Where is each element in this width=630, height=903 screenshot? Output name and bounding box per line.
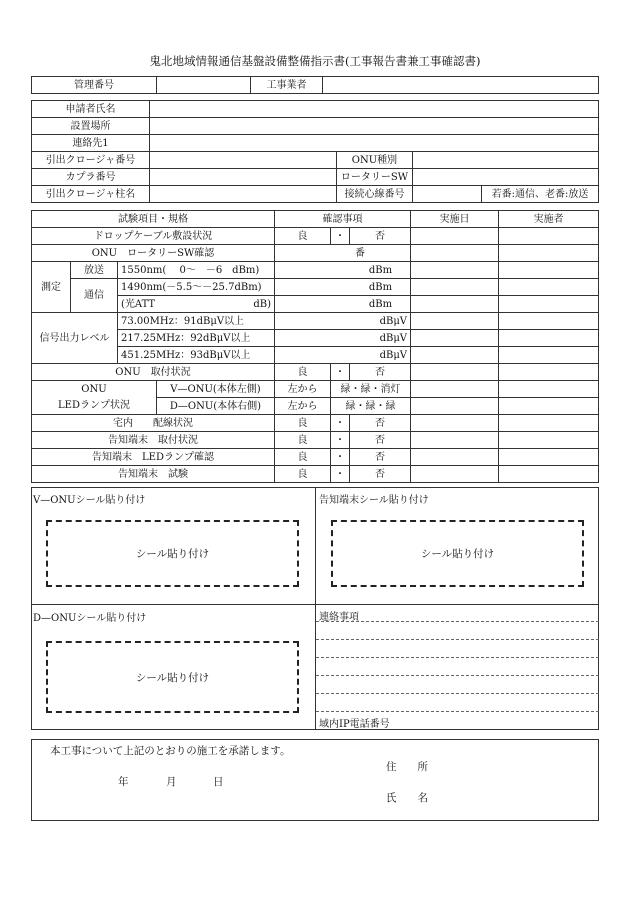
contact-label: 連絡先1 — [32, 135, 150, 152]
person-cell[interactable] — [499, 245, 599, 262]
rotary-sw-label: ロータリーSW — [337, 169, 413, 186]
notice-test-label: 告知端末 試験 — [32, 466, 275, 483]
closure-no-field[interactable] — [150, 152, 337, 169]
signal-level-label: 信号出力レベル — [32, 313, 118, 364]
person-cell[interactable] — [499, 347, 599, 364]
notice-led-label: 告知端末 LEDランプ確認 — [32, 449, 275, 466]
person-cell[interactable] — [499, 228, 599, 245]
good-option[interactable]: 良 — [275, 449, 331, 466]
person-cell[interactable] — [499, 415, 599, 432]
att-dbm-field[interactable]: dBm — [275, 296, 411, 313]
date-cell[interactable] — [411, 228, 499, 245]
signal-1-field[interactable]: dBμV — [275, 313, 411, 330]
good-option[interactable]: 良 — [275, 432, 331, 449]
comm-spec: 1490nm(－5.5～－25.7dBm) — [118, 279, 275, 296]
closure-no-label: 引出クロージャ番号 — [32, 152, 150, 169]
note-line[interactable] — [316, 639, 599, 640]
month-label: 月 — [166, 776, 177, 788]
mgmt-no-label: 管理番号 — [32, 77, 157, 94]
signer-name-label: 氏 名 — [386, 792, 428, 804]
note-line[interactable] — [316, 675, 599, 676]
applicant-name-label: 申請者氏名 — [32, 101, 150, 118]
person-cell[interactable] — [499, 330, 599, 347]
date-cell[interactable] — [411, 381, 499, 398]
separator-dot: ・ — [331, 415, 350, 432]
date-cell[interactable] — [411, 296, 499, 313]
date-cell[interactable] — [411, 245, 499, 262]
date-cell[interactable] — [411, 415, 499, 432]
contact-field[interactable] — [150, 135, 599, 152]
core-no-field[interactable] — [413, 186, 482, 203]
separator-dot: ・ — [331, 228, 350, 245]
note-line[interactable] — [316, 621, 599, 622]
v-led-pattern: 緑・緑・消灯 — [331, 381, 411, 398]
signal-spec-2: 217.25MHz：92dBμV以上 — [118, 330, 275, 347]
note-line[interactable] — [316, 711, 599, 712]
header-table — [31, 76, 599, 94]
onu-type-label: ONU種別 — [337, 152, 413, 169]
year-label: 年 — [118, 776, 129, 788]
applicant-table — [31, 100, 599, 203]
coupler-no-label: カプラ番号 — [32, 169, 150, 186]
check-header: 確認事項 — [275, 211, 411, 228]
mgmt-no-field[interactable] — [157, 77, 251, 94]
date-cell[interactable] — [411, 398, 499, 415]
approval-statement: 本工事について上記のとおりの施工を承諾します。 — [50, 745, 291, 757]
d-onu-label: D—ONU(本体右側) — [157, 398, 275, 415]
measure-label: 測定 — [32, 262, 71, 313]
onu-mount-label: ONU 取付状況 — [32, 364, 275, 381]
good-option[interactable]: 良 — [275, 228, 331, 245]
broadcast-label: 放送 — [71, 262, 118, 279]
date-cell[interactable] — [411, 449, 499, 466]
separator-dot: ・ — [331, 449, 350, 466]
v-onu-seal-label: V—ONUシール貼り付け — [33, 495, 146, 506]
ip-phone-label: 域内IP電話番号 — [319, 719, 390, 730]
separator-dot: ・ — [331, 364, 350, 381]
contractor-field[interactable] — [323, 77, 599, 94]
onu-led-label — [32, 381, 157, 415]
date-header: 実施日 — [411, 211, 499, 228]
good-option[interactable]: 良 — [275, 364, 331, 381]
core-note: 若番:通信、老番:放送 — [482, 186, 599, 203]
bad-option[interactable]: 否 — [350, 228, 411, 245]
optical-att-field[interactable] — [118, 296, 275, 313]
coupler-no-field[interactable] — [150, 169, 337, 186]
contact-items-label: 連絡事項 — [319, 612, 359, 623]
date-cell[interactable] — [411, 262, 499, 279]
bad-option[interactable]: 否 — [350, 364, 411, 381]
person-cell[interactable] — [499, 466, 599, 483]
broadcast-dbm-field[interactable]: dBm — [275, 262, 411, 279]
person-cell[interactable] — [499, 296, 599, 313]
onu-rotary-label: ONU ロータリーSW確認 — [32, 245, 275, 262]
notice-seal-box: シール貼り付け — [331, 520, 584, 587]
bad-option[interactable]: 否 — [350, 449, 411, 466]
location-label: 設置場所 — [32, 118, 150, 135]
date-cell[interactable] — [411, 466, 499, 483]
date-cell[interactable] — [411, 279, 499, 296]
person-cell[interactable] — [499, 381, 599, 398]
comm-label: 通信 — [71, 279, 118, 313]
person-cell[interactable] — [499, 398, 599, 415]
notice-mount-label: 告知端末 取付状況 — [32, 432, 275, 449]
date-cell[interactable] — [411, 347, 499, 364]
note-line[interactable] — [316, 693, 599, 694]
d-onu-seal-box: シール貼り付け — [46, 641, 299, 713]
signal-3-field[interactable]: dBμV — [275, 347, 411, 364]
bad-option[interactable]: 否 — [350, 415, 411, 432]
person-cell[interactable] — [499, 279, 599, 296]
signal-2-field[interactable]: dBμV — [275, 330, 411, 347]
rotary-no-field[interactable]: 番 — [275, 245, 411, 262]
core-no-label: 接続心線番号 — [337, 186, 413, 203]
onu-led-label-line1: ONU — [81, 383, 107, 395]
optical-att-label: (光ATT — [121, 298, 156, 310]
date-cell[interactable] — [411, 432, 499, 449]
from-left-label: 左から — [275, 398, 331, 415]
v-onu-label: V—ONU(本体左側) — [157, 381, 275, 398]
date-cell[interactable] — [411, 330, 499, 347]
test-item-header: 試験項目・規格 — [32, 211, 275, 228]
person-cell[interactable] — [499, 364, 599, 381]
good-option[interactable]: 良 — [275, 466, 331, 483]
notice-seal-label: 告知端末シール貼り付け — [319, 495, 429, 506]
bad-option[interactable]: 否 — [350, 466, 411, 483]
signal-spec-3: 451.25MHz：93dBμV以上 — [118, 347, 275, 364]
signal-spec-1: 73.00MHz：91dBμV以上 — [118, 313, 275, 330]
comm-dbm-field[interactable]: dBm — [275, 279, 411, 296]
rotary-sw-field[interactable] — [413, 169, 599, 186]
location-field[interactable] — [150, 118, 599, 135]
v-onu-seal-box: シール貼り付け — [46, 520, 299, 587]
indoor-wiring-label: 宅内 配線状況 — [32, 415, 275, 432]
page-title: 鬼北地域情報通信基盤設備整備指示書(工事報告書兼工事確認書) — [149, 54, 481, 68]
day-label: 日 — [213, 776, 224, 788]
test-table — [31, 210, 599, 483]
broadcast-spec: 1550nm( 0～ －6 dBm) — [118, 262, 275, 279]
closure-pole-label: 引出クロージャ柱名 — [32, 186, 150, 203]
address-label: 住 所 — [386, 761, 428, 773]
good-option[interactable]: 良 — [275, 415, 331, 432]
date-cell[interactable] — [411, 313, 499, 330]
person-cell[interactable] — [499, 432, 599, 449]
onu-led-label-line2: LEDランプ状況 — [58, 399, 130, 411]
onu-type-field[interactable] — [413, 152, 599, 169]
separator-dot: ・ — [331, 432, 350, 449]
person-header: 実施者 — [499, 211, 599, 228]
d-onu-seal-label: D—ONUシール貼り付け — [33, 613, 147, 624]
from-left-label: 左から — [275, 381, 331, 398]
date-cell[interactable] — [411, 364, 499, 381]
closure-pole-field[interactable] — [150, 186, 337, 203]
drop-cable-label: ドロップケーブル敷設状況 — [32, 228, 275, 245]
person-cell[interactable] — [499, 313, 599, 330]
person-cell[interactable] — [499, 449, 599, 466]
d-led-pattern: 緑・緑・緑 — [331, 398, 411, 415]
applicant-name-field[interactable] — [150, 101, 599, 118]
note-line[interactable] — [316, 657, 599, 658]
optical-att-unit: dB) — [253, 298, 271, 310]
separator-dot: ・ — [331, 466, 350, 483]
bad-option[interactable]: 否 — [350, 432, 411, 449]
person-cell[interactable] — [499, 262, 599, 279]
contractor-label: 工事業者 — [251, 77, 323, 94]
